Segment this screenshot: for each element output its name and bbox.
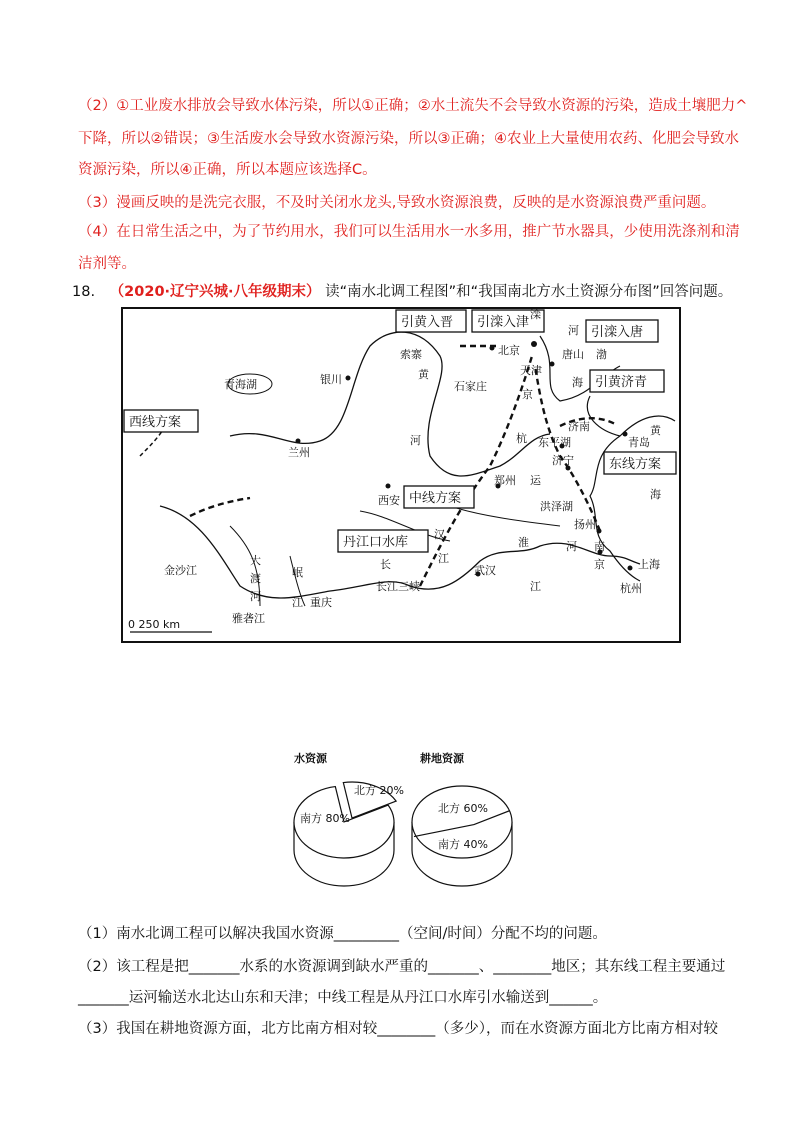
label-jiang-han: 江 <box>438 552 449 565</box>
label-huang1: 黄 <box>418 368 429 381</box>
label-jiang2: 江 <box>530 580 541 593</box>
label-dongpinghu: 东平湖 <box>538 436 571 449</box>
label-hang: 杭 <box>516 432 527 445</box>
label-qingdao: 青岛 <box>628 436 650 449</box>
pie-water-title: 水资源 <box>294 752 327 765</box>
label-jinan: 济南 <box>568 420 590 433</box>
pie-land-title: 耕地资源 <box>420 752 464 765</box>
label-suozhai: 索寨 <box>400 348 422 361</box>
label-min2: 江 <box>292 596 303 609</box>
label-he2: 河 <box>566 540 577 553</box>
label-hai2: 海 <box>650 488 661 501</box>
sub-question-2-line-1: （2）该工程是把_______水系的水资源调到缺水严重的_______、________地区；其东线工程主要通过 <box>78 959 726 975</box>
box-zhongxian: 中线方案 <box>409 491 462 506</box>
label-beijing: 北京 <box>498 344 520 357</box>
label-luan: 滦 <box>530 308 541 321</box>
label-chang: 长 <box>380 558 391 571</box>
label-hangzhou: 杭州 <box>620 582 642 595</box>
box-yinhuang-jiqing: 引黄济青 <box>595 375 648 390</box>
question-header <box>72 282 732 302</box>
box-yinluan-jin: 引滦入津 <box>477 315 530 330</box>
answer-2-line-1: （2）①工业废水排放会导致水体污染，所以①正确；②水土流失不会导致水资源的污染，造成土壤肥力^ <box>78 98 748 114</box>
label-xian: 西安 <box>378 494 400 507</box>
pie-land-north-label: 北方 60% <box>438 802 488 815</box>
pie-water-south-label: 南方 80% <box>300 812 350 825</box>
label-huai: 淮 <box>518 536 529 549</box>
label-shijiazhuang: 石家庄 <box>454 380 487 393</box>
label-dadu2: 渡 <box>250 572 261 585</box>
label-yinchuan: 银川 <box>320 373 342 386</box>
label-lanzhou: 兰州 <box>288 446 310 459</box>
label-he1: 河 <box>410 434 421 447</box>
label-huang2: 黄 <box>650 424 661 437</box>
label-hai-bo: 海 <box>572 376 583 389</box>
pie-land-south-label: 南方 40% <box>438 838 488 851</box>
map-scale: 0 250 km <box>128 618 181 631</box>
answer-4-line-1: （4）在日常生活之中，为了节约用水，我们可以生活用水一水多用，推广节水器具，少使用洗涤剂和清 <box>78 224 740 240</box>
answer-3: （3）漫画反映的是洗完衣服，不及时关闭水龙头,导致水资源浪费，反映的是水资源浪费严重问题。 <box>78 195 716 211</box>
label-tianjin: 天津 <box>520 364 542 377</box>
box-yinluan-tang: 引滦入唐 <box>591 325 644 340</box>
label-yun: 运 <box>530 474 541 487</box>
label-he-luan: 河 <box>568 324 579 337</box>
label-nanjing-nan: 南 <box>594 540 605 553</box>
pie-water-north-label: 北方 20% <box>354 784 404 797</box>
question-prompt: 读“南水北调工程图”和“我国南北方水土资源分布图”回答问题。 <box>325 284 733 300</box>
sub-question-3: （3）我国在耕地资源方面，北方比南方相对较________（多少），而在水资源方面北方比南方相对较 <box>78 1021 718 1037</box>
answer-2-line-3: 资源污染，所以④正确，所以本题应该选择C。 <box>78 162 377 178</box>
box-xixian: 西线方案 <box>129 415 182 430</box>
label-wuhan: 武汉 <box>474 564 496 577</box>
label-yalongjiang: 雅砻江 <box>232 612 265 625</box>
sub-question-2-line-2: _______运河输送水北达山东和天津；中线工程是从丹江口水库引水输送到______。 <box>78 990 608 1006</box>
answer-2-line-2: 下降，所以②错误；③生活废水会导致水资源污染，所以③正确；④农业上大量使用农药、化肥会导致水 <box>78 131 739 147</box>
question-number: 18. <box>72 284 96 300</box>
label-dadu1: 大 <box>250 554 261 567</box>
label-bo: 渤 <box>596 348 607 361</box>
south-north-water-diversion-map <box>120 306 684 646</box>
label-chongqing: 重庆 <box>310 596 332 609</box>
label-jinshajiang: 金沙江 <box>164 564 197 577</box>
label-qinghaihu: 青海湖 <box>224 378 257 391</box>
label-hongzehu: 洪泽湖 <box>540 500 573 513</box>
sub-question-1: （1）南水北调工程可以解决我国水资源_________（空间/时间）分配不均的问题。 <box>78 926 607 942</box>
pie-land <box>412 786 512 886</box>
label-han: 汉 <box>434 528 445 541</box>
box-yinhuang-jin: 引黄入晋 <box>401 315 454 330</box>
label-jining: 济宁 <box>552 454 574 467</box>
label-shanghai: 上海 <box>638 558 660 571</box>
answer-4-line-2: 洁剂等。 <box>78 256 136 272</box>
label-nanjing-jing: 京 <box>594 558 605 571</box>
water-land-pie-figure <box>286 750 522 900</box>
label-min1: 岷 <box>292 566 303 579</box>
box-danjiangkou: 丹江口水库 <box>343 535 409 550</box>
question-source: （2020·辽宁兴城·八年级期末） <box>109 284 321 300</box>
pie-water <box>294 782 404 886</box>
label-zhengzhou: 郑州 <box>494 474 516 487</box>
label-dadu3: 河 <box>250 590 261 603</box>
label-changjiangsanxia: 长江三峡 <box>376 580 420 593</box>
box-dongxian: 东线方案 <box>609 457 662 472</box>
label-tangshan: 唐山 <box>562 348 584 361</box>
label-jing: 京 <box>522 388 533 401</box>
label-yangzhou: 扬州 <box>574 518 596 531</box>
